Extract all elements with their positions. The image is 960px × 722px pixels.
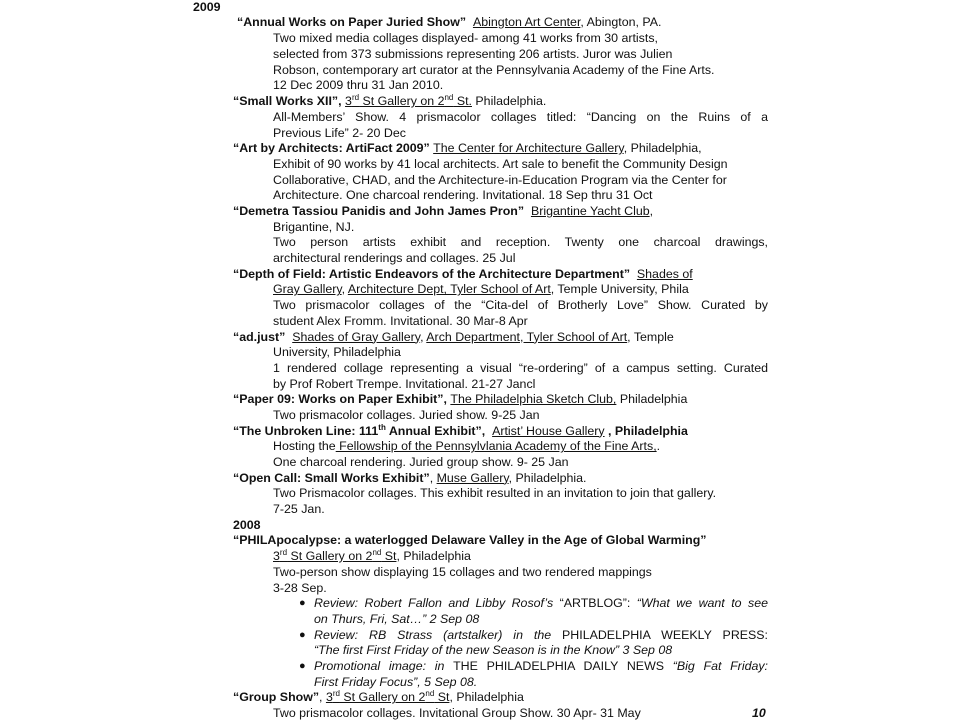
venue-link: Shades of [636,266,693,281]
exhibit-heading: “The Unbroken Line: 111th Annual Exhibit”, Artist’ House Gallery , Philadelphia [233,422,688,438]
exhibit-detail: Two Prismacolor collages. This exhibit resulted in an invitation to join that gallery. [273,486,717,501]
venue-link: Brigantine Yacht Club [530,204,650,218]
press-item-cont: First Friday Focus”, 5 Sep 08. [314,674,478,689]
venue-link: 3rd St Gallery on 2nd St. [345,92,472,109]
venue-link: The Philadelphia Sketch Club, [450,392,617,407]
exhibit-detail: 7-25 Jan. [273,502,325,516]
exhibit-detail: by Prof Robert Trempe. Invitational. 21-27 Jancl [273,376,536,391]
exhibit-detail: Architecture. One charcoal rendering. Invitational. 18 Sep thru 31 Oct [273,188,653,203]
venue-link: 3rd St Gallery on 2nd St [273,547,397,564]
exhibit-heading: “Small Works XII”, 3rd St Gallery on 2nd St. Philadelphia. [233,92,547,109]
exhibit-detail: Two prismacolor collages. Invitational Group Show. 30 Apr- 31 May [273,706,641,720]
exhibit-detail: Two mixed media collages displayed- among 41 works from 30 artists, [273,31,658,46]
exhibit-detail: Two person artists exhibit and reception. Twenty one charcoal drawings, [273,235,768,250]
exhibit-heading: “Art by Architects: ArtiFact 2009” The Center for Architecture Gallery, Philadelphia, [233,141,702,156]
venue-link: Artist’ House Gallery [492,423,605,438]
venue-link: The Center for Architecture Gallery [433,141,624,156]
venue-link: Shades of Gray Gallery [292,329,421,344]
bullet-icon: ● [299,597,306,610]
venue-link: Fellowship of the Pennsylvlania Academy of the Fine Arts, [335,439,657,454]
press-item: Promotional image: in THE PHILADELPHIA DAILY NEWS “Big Fat Friday: [314,658,768,673]
exhibit-venue-line: Gray Gallery, Architecture Dept, Tyler School of Art, Temple University, Phila [273,282,689,297]
venue-link: 3rd St Gallery on 2nd St [325,689,450,705]
exhibit-detail: All-Members’ Show. 4 prismacolor collages titled: “Dancing on the Ruins of a [273,109,768,124]
exhibit-detail: Collaborative, CHAD, and the Architecture-in-Education Program via the Center for [273,172,727,187]
exhibit-detail: 12 Dec 2009 thru 31 Jan 2010. [273,78,444,93]
year-heading: 2008 [233,517,261,532]
exhibit-detail: selected from 373 submissions representing 206 artists. Juror was Julien [273,47,673,62]
venue-link: Arch Department, Tyler School of Art [426,329,628,344]
exhibit-heading: “Group Show”, 3rd St Gallery on 2nd St, Philadelphia [233,689,524,705]
press-item: Review: Robert Fallon and Libby Rosof’s “ARTBLOG”: “What we want to see [314,596,768,611]
exhibit-detail: Robson, contemporary art curator at the Pennsylvania Academy of the Fine Arts. [273,62,715,77]
exhibit-venue-line: 3rd St Gallery on 2nd St, Philadelphia [273,547,471,564]
venue-link: Gray Gallery [273,282,342,297]
exhibit-detail: 1 rendered collage representing a visual “re-ordering” of a campus setting. Curated [273,360,768,375]
page-number: 10 [752,706,766,720]
exhibit-heading: “ad.just” Shades of Gray Gallery, Arch Department, Tyler School of Art, Temple [233,329,674,344]
exhibit-heading: “PHILApocalypse: a waterlogged Delaware Valley in the Age of Global Warming” [233,533,707,548]
venue-link: Architecture Dept, Tyler School of Art [347,282,551,297]
exhibit-detail: Previous Life” 2- 20 Dec [273,125,406,140]
exhibit-detail: 3-28 Sep. [273,580,327,595]
exhibit-detail: student Alex Fromm. Invitational. 30 Mar-8 Apr [273,313,528,328]
exhibit-detail: Two prismacolor collages. Juried show. 9-25 Jan [273,407,540,422]
press-item: Review: RB Strass (artstalker) in the PHILADELPHIA WEEKLY PRESS: [314,627,768,642]
bullet-icon: ● [299,628,306,641]
exhibit-detail: Exhibit of 90 works by 41 local architects. Art sale to benefit the Community Design [273,156,728,171]
exhibit-heading: “Paper 09: Works on Paper Exhibit”, The Philadelphia Sketch Club, Philadelphia [233,392,688,407]
exhibit-detail: One charcoal rendering. Juried group show. 9- 25 Jan [273,455,569,469]
press-item-cont: on Thurs, Fri, Sat…” 2 Sep 08 [314,611,480,626]
venue-link: Muse Gallery [436,470,509,485]
exhibit-heading: “Demetra Tassiou Panidis and John James Pron” Brigantine Yacht Club, [233,204,654,218]
exhibit-host: Hosting the Fellowship of the Pennsylvlania Academy of the Fine Arts,. [273,439,661,454]
exhibit-heading: “Depth of Field: Artistic Endeavors of the Architecture Department” Shades of [233,266,693,281]
exhibit-heading: “Open Call: Small Works Exhibit”, Muse Gallery, Philadelphia. [233,470,587,485]
exhibit-detail: Two prismacolor collages of the “Cita-del of Brotherly Love” Show. Curated by [273,298,768,313]
exhibit-detail: Two-person show displaying 15 collages and two rendered mappings [273,564,652,579]
venue-link: Abington Art Center [472,14,581,29]
bullet-icon: ● [299,659,306,672]
year-heading: 2009 [193,0,221,14]
exhibit-location: University, Philadelphia [273,345,401,360]
press-item-cont: “The first First Friday of the new Season is in the Know” 3 Sep 08 [314,643,673,658]
exhibit-heading: “Annual Works on Paper Juried Show” Abington Art Center, Abington, PA. [237,14,662,29]
exhibit-location: Brigantine, NJ. [273,219,355,234]
exhibit-detail: architectural renderings and collages. 25 Jul [273,251,516,265]
